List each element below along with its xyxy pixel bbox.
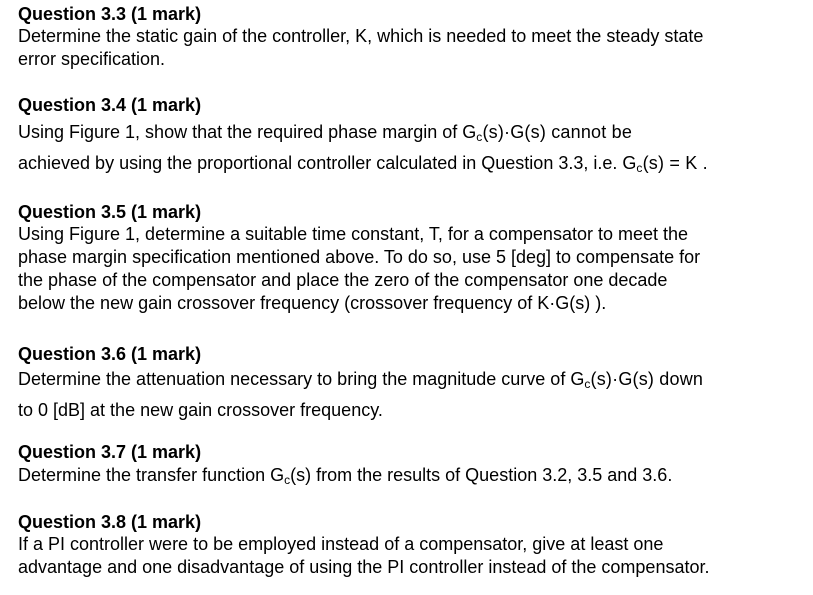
question-3-8 (18, 511, 808, 579)
text-segment: (s) from the results of Question 3.2, 3.5 and 3.6. (290, 465, 673, 485)
question-title: Question 3.3 (1 mark) (18, 4, 202, 24)
subscript-c: c (284, 473, 291, 487)
question-text-line (18, 148, 808, 179)
question-text-line (18, 364, 808, 395)
question-3-4 (18, 94, 808, 179)
text-segment: Determine the transfer function G (18, 465, 285, 485)
question-text-line: below the new gain crossover frequency (crossover frequency of K·G(s) ). (18, 293, 607, 313)
math-expression: (s)·G(s) down (590, 369, 704, 389)
question-title: Question 3.6 (1 mark) (18, 344, 202, 364)
subscript-c: c (584, 377, 591, 391)
question-text-line: error specification. (18, 49, 166, 69)
text-segment: Determine the attenuation necessary to bring the magnitude curve of G (18, 369, 585, 389)
question-title: Question 3.4 (1 mark) (18, 95, 202, 115)
question-title: Question 3.8 (1 mark) (18, 512, 202, 532)
math-expression: (s) = K . (642, 153, 708, 173)
question-text (18, 364, 808, 426)
text-segment: achieved by using the proportional controller calculated in Question 3.3, i.e. G (18, 153, 637, 173)
subscript-c: c (476, 130, 483, 144)
text-segment: Using Figure 1, show that the required phase margin of G (18, 122, 477, 142)
question-text (18, 117, 808, 179)
question-text-line: to 0 [dB] at the new gain crossover frequency. (18, 400, 383, 420)
question-text (18, 223, 808, 315)
question-title: Question 3.7 (1 mark) (18, 442, 202, 462)
question-text-line (18, 117, 808, 148)
question-text (18, 25, 808, 71)
question-text-line: advantage and one disadvantage of using the PI controller instead of the compensator. (18, 557, 710, 577)
question-3-7 (18, 441, 808, 487)
question-text (18, 464, 808, 487)
question-text-line: If a PI controller were to be employed instead of a compensator, give at least one (18, 534, 664, 554)
question-3-5 (18, 201, 808, 315)
question-text-line: Determine the static gain of the controller, K, which is needed to meet the steady state (18, 26, 704, 46)
question-title: Question 3.5 (1 mark) (18, 202, 202, 222)
question-3-6 (18, 343, 808, 426)
question-text-line: phase margin specification mentioned above. To do so, use 5 [deg] to compensate for (18, 247, 701, 267)
question-text (18, 533, 808, 579)
subscript-c: c (636, 161, 643, 175)
question-3-3 (18, 3, 808, 71)
math-expression: (s)·G(s) cannot be (482, 122, 633, 142)
question-text-line: Using Figure 1, determine a suitable time constant, T, for a compensator to meet the (18, 224, 689, 244)
question-text-line (18, 464, 808, 487)
question-text-line: the phase of the compensator and place the zero of the compensator one decade (18, 270, 668, 290)
